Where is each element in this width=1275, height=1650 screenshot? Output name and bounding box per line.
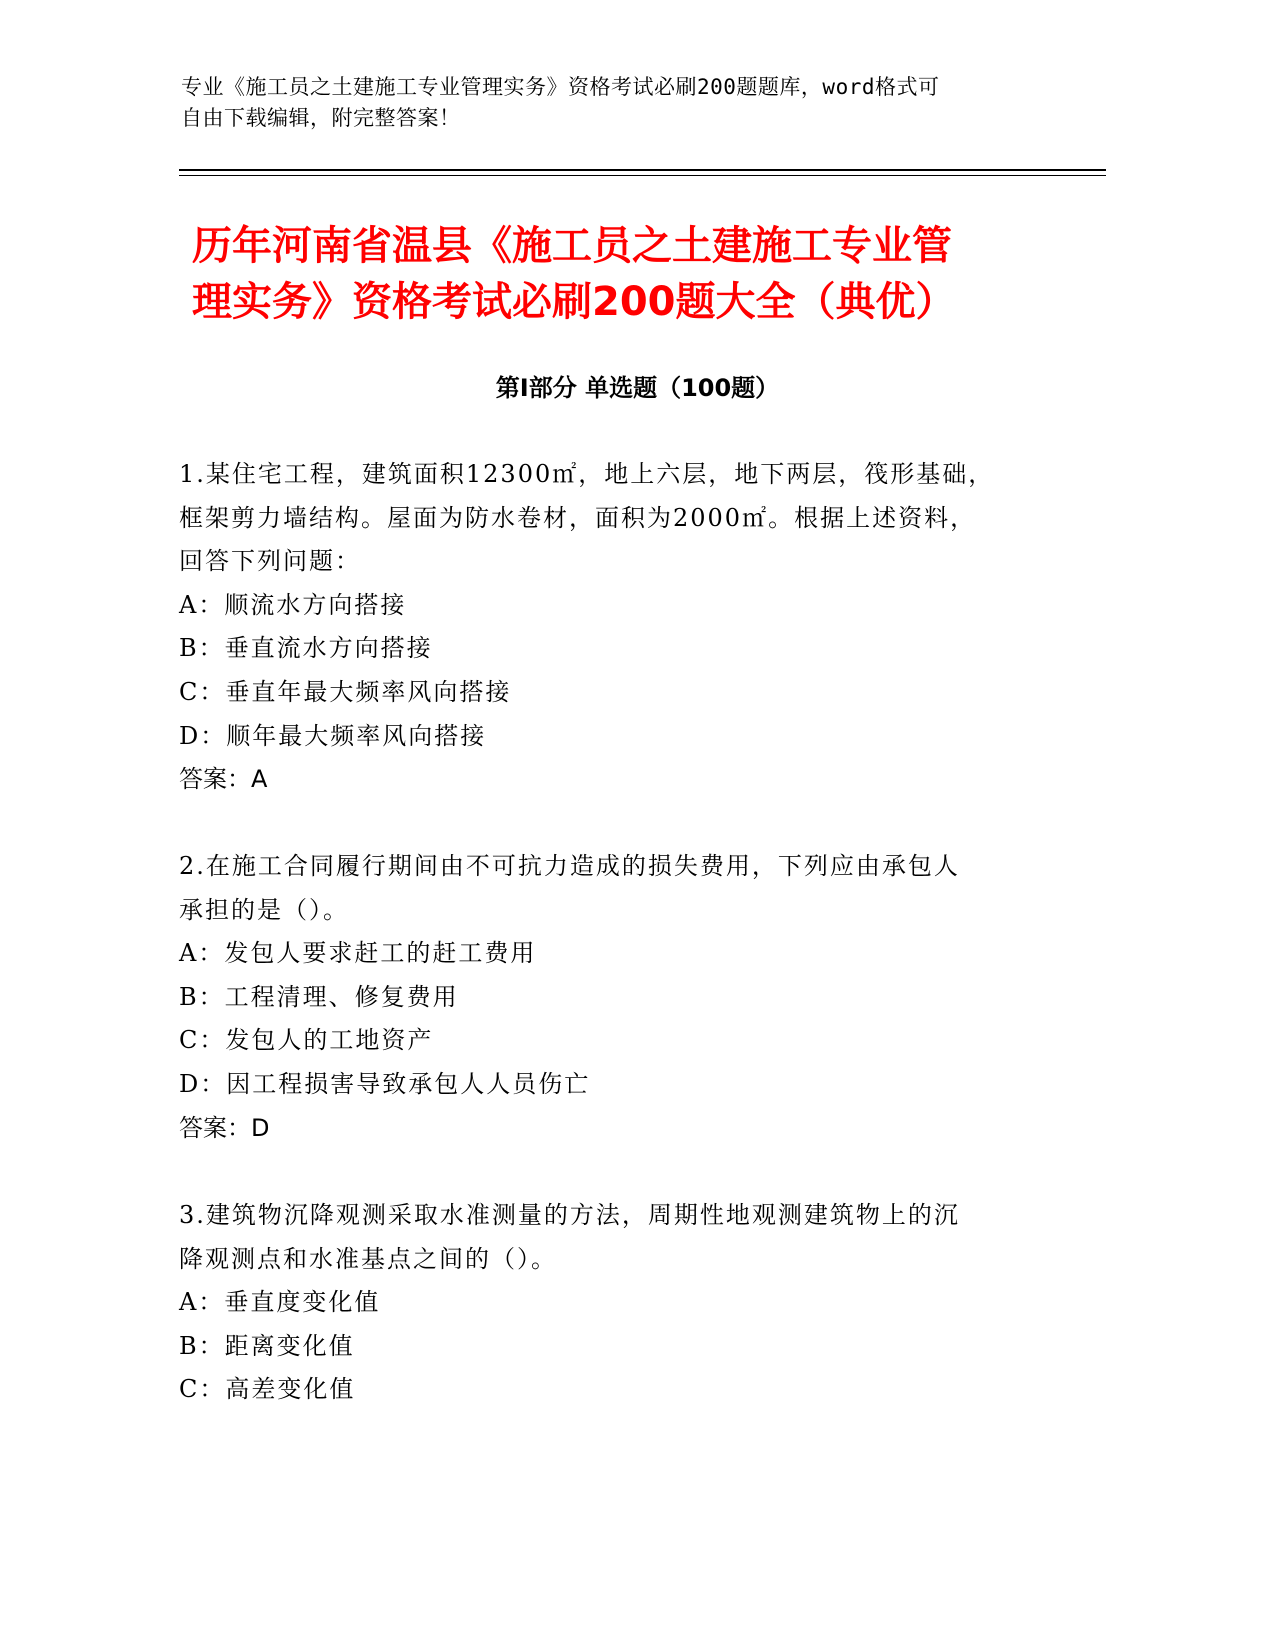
header-note-line-1: 专业《施工员之土建施工专业管理实务》资格考试必刷200题题库，word格式可 (181, 75, 940, 99)
section-title: 第Ⅰ部分 单选题（100题） (495, 374, 780, 402)
header-note-line-2: 自由下载编辑，附完整答案！ (181, 106, 461, 130)
header-divider-thick (179, 169, 1106, 171)
option-c: C：垂直年最大频率风向搭接 (179, 677, 512, 706)
question-text-line: 框架剪力墙结构。屋面为防水卷材，面积为2000㎡。根据上述资料， (179, 503, 977, 532)
question-text-line: 1.某住宅工程，建筑面积12300㎡，地上六层，地下两层，筏形基础， (179, 460, 995, 488)
answer-line: 答案：D (179, 1113, 270, 1142)
option-d: D：因工程损害导致承包人人员伤亡 (179, 1069, 591, 1098)
answer-line: 答案：A (179, 765, 268, 794)
question-text-line: 回答下列问题： (179, 547, 361, 576)
header-note (181, 72, 1041, 134)
option-d: D：顺年最大频率风向搭接 (179, 721, 487, 750)
option-b: B：垂直流水方向搭接 (179, 634, 433, 663)
question-3 (179, 1194, 1079, 1412)
question-text-line: 3.建筑物沉降观测采取水准测量的方法，周期性地观测建筑物上的沉 (179, 1201, 960, 1229)
question-text-line: 承担的是（）。 (179, 895, 349, 924)
question-1 (179, 453, 1079, 802)
option-b: B：距离变化值 (179, 1331, 355, 1360)
option-a: A：发包人要求赶工的赶工费用 (179, 939, 537, 968)
document-title-line-1: 历年河南省温县《施工员之土建施工专业管 (192, 223, 952, 269)
document-title-line-2: 理实务》资格考试必刷200题大全（典优） (192, 279, 956, 325)
option-c: C：高差变化值 (179, 1375, 356, 1404)
document-title (192, 218, 1092, 330)
option-a: A：垂直度变化值 (179, 1288, 381, 1317)
question-2 (179, 845, 1079, 1150)
header-divider-thin (179, 175, 1106, 176)
question-text-line: 2.在施工合同履行期间由不可抗力造成的损失费用，下列应由承包人 (179, 852, 960, 880)
option-b: B：工程清理、修复费用 (179, 982, 459, 1011)
question-text-line: 降观测点和水准基点之间的（）。 (179, 1244, 557, 1273)
option-a: A：顺流水方向搭接 (179, 590, 407, 619)
option-c: C：发包人的工地资产 (179, 1026, 434, 1055)
